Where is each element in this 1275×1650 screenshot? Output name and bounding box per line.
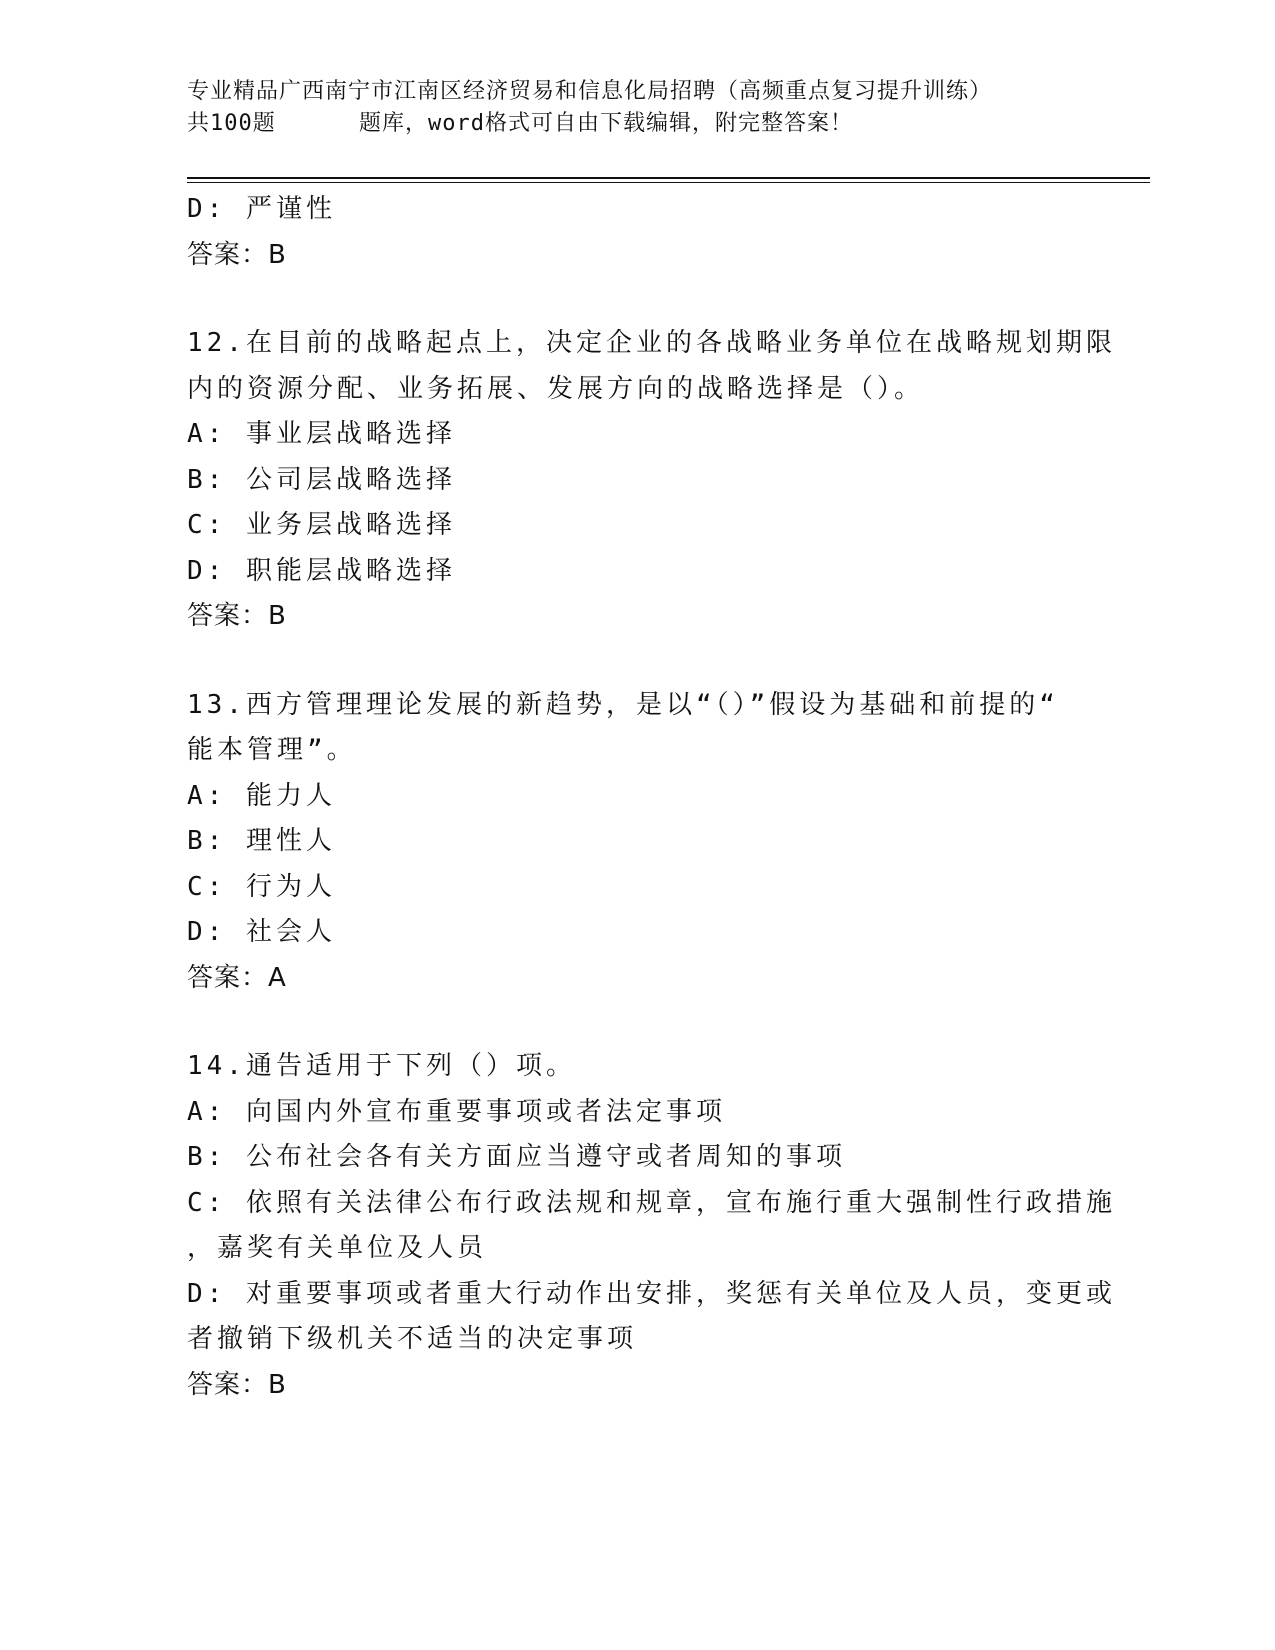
- question-stem: 内的资源分配、业务拓展、发展方向的战略选择是（）。: [187, 373, 925, 404]
- question-14: [187, 1044, 1116, 1408]
- option-b: B: 公司层战略选择: [187, 464, 456, 495]
- option-d: D: 职能层战略选择: [187, 555, 456, 586]
- header-subtitle: [187, 108, 1087, 140]
- option-b: B: 公布社会各有关方面应当遵守或者周知的事项: [187, 1142, 846, 1172]
- option-c: C: 依照有关法律公布行政法规和规章，宣布施行重大强制性行政措施: [187, 1187, 1116, 1218]
- option-d: D: 社会人: [187, 917, 336, 947]
- question-list: [187, 187, 1116, 1408]
- option-c: C: 业务层战略选择: [187, 510, 456, 540]
- question-stem: 13.西方管理理论发展的新趋势，是以“（）”假设为基础和前提的“: [187, 689, 1059, 720]
- question-stem: 能本管理”。: [187, 735, 357, 765]
- question-13: [187, 683, 1087, 1002]
- header-title: 专业精品广西南宁市江南区经济贸易和信息化局招聘（高频重点复习提升训练）: [187, 79, 993, 104]
- page-header: [187, 76, 1087, 140]
- answer-text: 答案：B: [187, 601, 287, 631]
- option-b: B: 理性人: [187, 826, 336, 856]
- option-d-continued: 者撤销下级机关不适当的决定事项: [187, 1324, 638, 1354]
- option-a: A: 能力人: [187, 780, 336, 811]
- question-stem: 14.通告适用于下列（）项。: [187, 1051, 576, 1081]
- option-c-continued: ，嘉奖有关单位及人员: [187, 1233, 488, 1263]
- answer-text: 答案：B: [187, 1369, 287, 1400]
- option-a: A: 向国内外宣布重要事项或者法定事项: [187, 1096, 726, 1127]
- header-description: 题库，word格式可自由下载编辑，附完整答案！: [359, 111, 853, 136]
- option-d: D: 严谨性: [187, 194, 336, 224]
- question-count: 共100题: [187, 111, 276, 136]
- question-12: [187, 321, 1116, 640]
- header-divider-thick: [187, 177, 1150, 179]
- question-stem: 12.在目前的战略起点上，决定企业的各战略业务单位在战略规划期限: [187, 328, 1116, 358]
- option-d: D: 对重要事项或者重大行动作出安排，奖惩有关单位及人员，变更或: [187, 1278, 1116, 1309]
- option-c: C: 行为人: [187, 871, 336, 902]
- option-a: A: 事业层战略选择: [187, 419, 456, 449]
- header-divider-thin: [187, 182, 1150, 183]
- answer-text: 答案：A: [187, 962, 287, 993]
- answer-text: 答案：B: [187, 239, 287, 270]
